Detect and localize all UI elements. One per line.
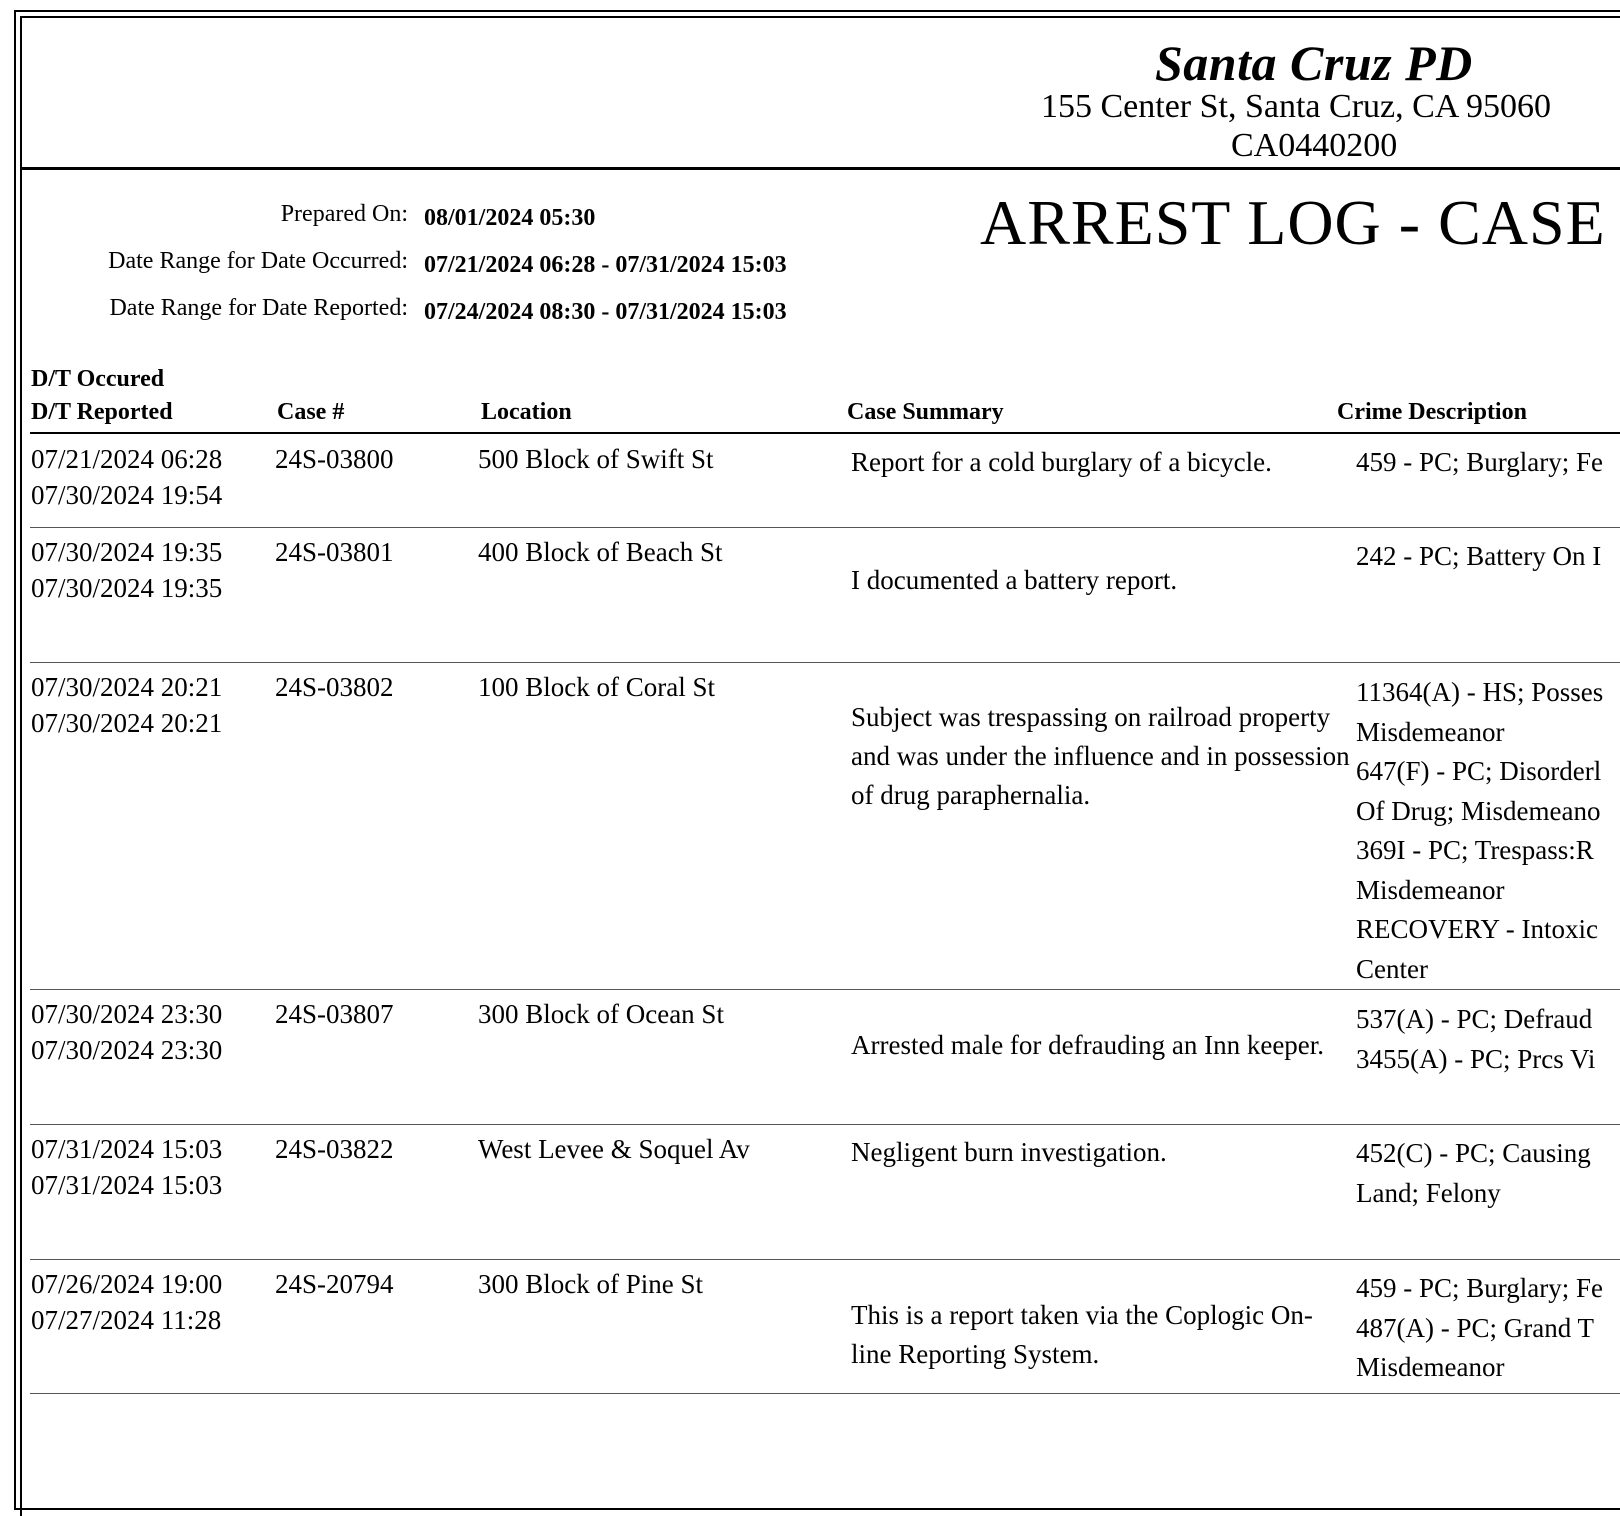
col-dt-reported: D/T Reported bbox=[31, 399, 173, 425]
row-occurred: 07/30/2024 23:30 bbox=[31, 999, 223, 1029]
row-location: 500 Block of Swift St bbox=[478, 444, 714, 474]
crime-line: Misdemeanor bbox=[1356, 1352, 1505, 1382]
column-header-rule bbox=[30, 432, 1620, 434]
col-case-summary: Case Summary bbox=[847, 399, 1004, 425]
crime-line: 459 - PC; Burglary; Fe bbox=[1356, 447, 1604, 477]
col-location: Location bbox=[481, 399, 572, 425]
crime-line: 537(A) - PC; Defraud bbox=[1356, 1004, 1593, 1034]
crime-line: 459 - PC; Burglary; Fe bbox=[1356, 1273, 1604, 1303]
row-summary: Negligent burn investigation. bbox=[851, 1137, 1167, 1167]
row-location: 300 Block of Ocean St bbox=[478, 999, 724, 1029]
crime-line: 647(F) - PC; Disorderl bbox=[1356, 756, 1602, 786]
row-crimes bbox=[1356, 673, 1620, 989]
row-location: 100 Block of Coral St bbox=[478, 672, 715, 702]
row-occurred: 07/31/2024 15:03 bbox=[31, 1134, 223, 1164]
row-reported: 07/30/2024 23:30 bbox=[31, 1035, 223, 1065]
row-location: West Levee & Soquel Av bbox=[478, 1134, 750, 1164]
row-divider bbox=[30, 989, 1620, 990]
row-crimes bbox=[1356, 443, 1620, 483]
agency-ori: CA0440200 bbox=[1231, 127, 1398, 164]
row-case-number: 24S-03807 bbox=[275, 999, 394, 1029]
row-case-number: 24S-03800 bbox=[275, 444, 394, 474]
row-case-number: 24S-03802 bbox=[275, 672, 394, 702]
row-divider bbox=[30, 1259, 1620, 1260]
header-divider bbox=[20, 167, 1620, 170]
row-case-number: 24S-20794 bbox=[275, 1269, 394, 1299]
agency-name: Santa Cruz PD bbox=[1155, 35, 1473, 91]
row-reported: 07/30/2024 20:21 bbox=[31, 708, 223, 738]
row-occurred: 07/26/2024 19:00 bbox=[31, 1269, 223, 1299]
prepared-on-label: Prepared On: bbox=[280, 201, 408, 227]
crime-line: 3455(A) - PC; Prcs Vi bbox=[1356, 1043, 1596, 1074]
prepared-on-value: 08/01/2024 05:30 bbox=[424, 205, 596, 231]
row-summary: Arrested male for defrauding an Inn keeper. bbox=[851, 1030, 1325, 1060]
row-reported: 07/31/2024 15:03 bbox=[31, 1170, 223, 1200]
crime-line: 369I - PC; Trespass:R bbox=[1356, 835, 1594, 865]
crime-line: RECOVERY - Intoxic bbox=[1356, 914, 1598, 944]
row-divider bbox=[30, 527, 1620, 528]
agency-address: 155 Center St, Santa Cruz, CA 95060 bbox=[1041, 88, 1551, 125]
row-reported: 07/30/2024 19:54 bbox=[31, 480, 223, 510]
crime-line: Of Drug; Misdemeano bbox=[1356, 795, 1601, 826]
row-occurred: 07/30/2024 20:21 bbox=[31, 672, 223, 702]
row-case-number: 24S-03822 bbox=[275, 1134, 394, 1164]
row-occurred: 07/21/2024 06:28 bbox=[31, 444, 223, 474]
crime-line: Land; Felony bbox=[1356, 1177, 1501, 1208]
crime-line: 487(A) - PC; Grand T bbox=[1356, 1312, 1594, 1343]
row-occurred: 07/30/2024 19:35 bbox=[31, 537, 223, 567]
row-location: 300 Block of Pine St bbox=[478, 1269, 704, 1299]
row-divider bbox=[30, 1124, 1620, 1125]
reported-range-label: Date Range for Date Reported: bbox=[109, 295, 408, 321]
crime-line: 11364(A) - HS; Posses bbox=[1356, 677, 1604, 707]
row-reported: 07/30/2024 19:35 bbox=[31, 573, 223, 603]
report-title: ARREST LOG - CASE bbox=[980, 187, 1606, 258]
row-divider bbox=[30, 662, 1620, 663]
row-case-number: 24S-03801 bbox=[275, 537, 394, 567]
row-summary: I documented a battery report. bbox=[851, 565, 1178, 595]
col-dt-occurred: D/T Occured bbox=[31, 366, 165, 392]
reported-range-value: 07/24/2024 08:30 - 07/31/2024 15:03 bbox=[424, 299, 787, 325]
row-crimes bbox=[1356, 1000, 1620, 1079]
crime-line: 452(C) - PC; Causing bbox=[1356, 1138, 1591, 1168]
col-crime-description: Crime Description bbox=[1337, 399, 1527, 425]
crime-line: Misdemeanor bbox=[1356, 716, 1505, 747]
crime-line: Misdemeanor bbox=[1356, 874, 1505, 905]
row-crimes bbox=[1356, 537, 1620, 577]
crime-line: Center bbox=[1356, 953, 1428, 984]
row-crimes bbox=[1356, 1134, 1620, 1213]
row-summary: Subject was trespassing on railroad property and was under the influence and in possession of drug paraphernalia. bbox=[851, 702, 1350, 810]
occurred-range-value: 07/21/2024 06:28 - 07/31/2024 15:03 bbox=[424, 252, 787, 278]
row-summary: Report for a cold burglary of a bicycle. bbox=[851, 447, 1272, 477]
col-case-number: Case # bbox=[277, 399, 345, 425]
row-location: 400 Block of Beach St bbox=[478, 537, 723, 567]
occurred-range-label: Date Range for Date Occurred: bbox=[108, 248, 408, 274]
row-crimes bbox=[1356, 1269, 1620, 1388]
crime-line: 242 - PC; Battery On I bbox=[1356, 541, 1602, 571]
row-summary: This is a report taken via the Coplogic On-line Reporting System. bbox=[851, 1300, 1313, 1369]
row-reported: 07/27/2024 11:28 bbox=[31, 1305, 222, 1335]
row-divider bbox=[30, 1393, 1620, 1394]
